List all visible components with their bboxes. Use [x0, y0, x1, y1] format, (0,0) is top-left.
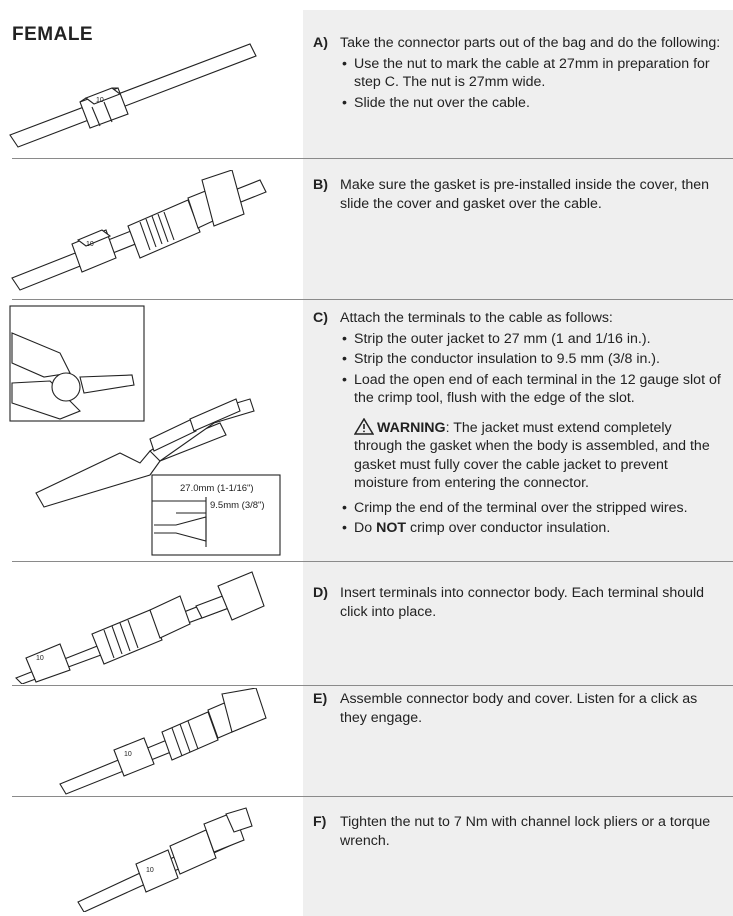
divider	[12, 158, 733, 159]
step-b-illustration	[0, 170, 303, 294]
list-item: • Use the nut to mark the cable at 27mm in preparation for step C. The nut is 27mm wide.	[340, 55, 723, 92]
step-b-letter: B)	[313, 177, 328, 193]
step-a-illustration	[0, 40, 303, 158]
step-c	[313, 309, 723, 540]
step-f	[313, 813, 723, 850]
step-d-letter: D)	[313, 585, 328, 601]
svg-text:10: 10	[124, 751, 132, 758]
step-e-intro: Assemble connector body and cover. Listen for a click as they engage.	[340, 691, 698, 726]
warning-block	[340, 418, 723, 493]
step-a-intro: Take the connector parts out of the bag and do the following:	[340, 35, 721, 51]
step-a	[313, 34, 723, 114]
svg-text:10: 10	[96, 97, 104, 104]
step-d	[313, 584, 723, 621]
page-title: FEMALE	[12, 24, 94, 45]
step-c-illustration	[0, 303, 303, 561]
svg-text:10: 10	[36, 655, 44, 662]
step-e	[313, 690, 723, 727]
list-item: • Crimp the end of the terminal over the stripped wires.	[340, 499, 723, 518]
step-f-intro: Tighten the nut to 7 Nm with channel lock pliers or a torque wrench.	[340, 814, 711, 849]
warning-icon	[354, 418, 374, 435]
step-a-letter: A)	[313, 35, 328, 51]
step-b	[313, 176, 723, 213]
list-item: • Strip the outer jacket to 27 mm (1 and 1/16 in.).	[340, 330, 723, 349]
svg-text:10: 10	[146, 867, 154, 874]
step-e-letter: E)	[313, 691, 328, 707]
warning-label: WARNING	[377, 419, 446, 436]
dim-strip-label: 9.5mm (3/8")	[210, 500, 265, 511]
step-d-illustration	[0, 566, 303, 684]
list-item-text: Do	[354, 520, 377, 536]
divider	[12, 685, 733, 686]
list-item: • Strip the conductor insulation to 9.5 mm (3/8 in.).	[340, 350, 723, 369]
list-item-emphasis: NOT	[376, 520, 407, 536]
step-f-illustration	[0, 800, 303, 912]
svg-text:10: 10	[86, 241, 94, 248]
step-d-intro: Insert terminals into connector body. Each terminal should click into place.	[340, 585, 705, 620]
list-item-text: crimp over conductor insulation.	[406, 520, 611, 536]
step-f-letter: F)	[313, 814, 327, 830]
divider	[12, 796, 733, 797]
warning-text: : The jacket must extend completely through the gasket when the body is assembled, and the gasket must fully cover the cable jacket to prevent moisture from entering the connector.	[354, 419, 710, 491]
divider	[12, 299, 733, 300]
step-c-letter: C)	[313, 310, 328, 326]
step-b-intro: Make sure the gasket is pre-installed inside the cover, then slide the cover and gasket over the cable.	[340, 177, 710, 212]
list-item: • Load the open end of each terminal in the 12 gauge slot of the crimp tool, flush with the edge of the slot.	[340, 371, 723, 408]
step-d-panel	[303, 562, 733, 685]
divider	[12, 561, 733, 562]
list-item	[340, 519, 723, 538]
step-c-intro: Attach the terminals to the cable as follows:	[340, 310, 613, 326]
dim-jacket-label: 27.0mm (1-1/16")	[180, 483, 254, 494]
list-item: • Slide the nut over the cable.	[340, 94, 723, 113]
step-e-illustration	[0, 688, 303, 796]
